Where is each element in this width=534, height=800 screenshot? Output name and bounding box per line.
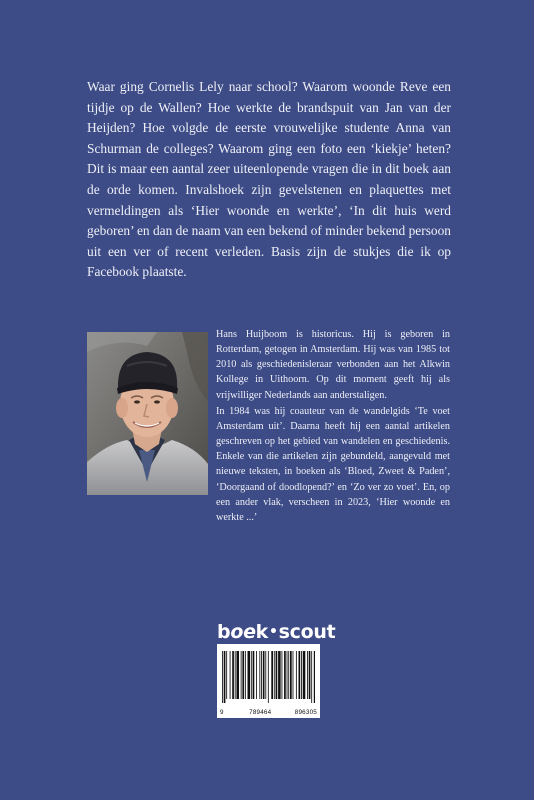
author-photo [87,332,208,495]
barcode-bar [299,651,301,699]
barcode-bar [314,651,315,703]
barcode-bar [271,651,273,699]
barcode-bar [309,651,311,699]
barcode-bar [253,651,255,699]
barcode-bar [259,651,260,699]
author-bio [216,327,450,526]
barcode-bar [307,651,308,699]
barcode-digit-group-1: 789464 [249,709,272,716]
barcode-bar [287,651,288,699]
barcode-bar [293,651,294,699]
barcode-bar [230,651,231,699]
barcode-bar [256,651,257,699]
barcode-bar [224,651,226,703]
author-bio-paragraph-2: In 1984 was hij coauteur van de wandelgids ‘Te voet Amsterdam uit’. Daarna heeft hij een aantal artikelen geschreven op het gebied van wandelen en geschiedenis. Enkele van die artikelen zijn gebundeld, aangevuld met nieuwe teksten, in boeken als ‘Bloed, Zweet & Paden’, ‘Doorgaand of doodlopend?’ en ‘Zo ver zo voet’. En, op een ander vlak, verscheen in 2023, ‘Hier woonde en werkte ...’ [216,405,450,523]
logo-dot: • [269,624,278,640]
publisher-logo [217,621,336,643]
barcode-bar [278,651,281,699]
barcode-bar [241,651,242,699]
barcode-bar [296,651,297,699]
barcode-bar [236,651,239,699]
barcode-bar [248,651,251,699]
barcode-bar [263,651,265,699]
barcode-bar [282,651,283,699]
logo-part-scout: scout [278,621,336,643]
barcode-digits [220,709,317,716]
logo-part-oe: oe [230,621,256,643]
barcode-digit-prefix: 9 [220,709,224,716]
barcode-bar [242,651,244,699]
barcode-bar [222,651,223,703]
back-cover-blurb: Waar ging Cornelis Lely naar school? Waarom woonde Reve een tijdje op de Wallen? Hoe werkte de brandspuit van Jan van der Heijden? Hoe volgde de eerste vrouwelijke studente Anna van Schurman de colleges? Waarom ging een foto een ‘kiekje’ heten? Dit is maar een aantal zeer uiteenlopende vragen die in dit boek aan de orde komen. Invalshoek zijn gevelstenen en plaquettes met vermeldingen als ‘Hier woonde en werkte’, ‘In dit huis werd geboren’ en dan de naam van een bekend of minder bekend persoon uit een ver of recent verleden. Basis zijn de stukjes die ik op Facebook plaatste. [87,79,451,280]
logo-part-b: b [217,621,231,643]
barcode-bar [226,651,227,699]
logo-part-k: k [255,621,268,643]
barcode-bar [274,651,275,699]
barcode-digit-group-2: 896305 [294,709,317,716]
barcode-bar [303,651,306,699]
barcode-bar [311,651,312,703]
barcode-bar [268,651,269,703]
isbn-barcode [217,644,320,718]
barcode-bar [290,651,292,699]
author-bio-paragraph-1: Hans Huijboom is historicus. Hij is geboren in Rotterdam, getogen in Amsterdam. Hij was van 1985 tot 2010 als geschiedenisleraar verbonden aan het Alkwin Kollege in Uithoorn. Op dit moment geeft hij als vrijwilliger Nederlands aan anderstaligen. [216,329,450,401]
barcode-bar [276,651,278,699]
barcode-bar [245,651,246,699]
barcode-bar [288,651,289,699]
barcode-bar [232,651,234,699]
barcode-bar [235,651,236,699]
barcode-bar [301,651,302,699]
barcode-bar [261,651,262,699]
barcode-bar [265,651,266,699]
barcode-bars [222,651,315,703]
barcode-bar [284,651,286,699]
barcode-bar [251,651,252,699]
author-portrait-image [87,332,208,495]
